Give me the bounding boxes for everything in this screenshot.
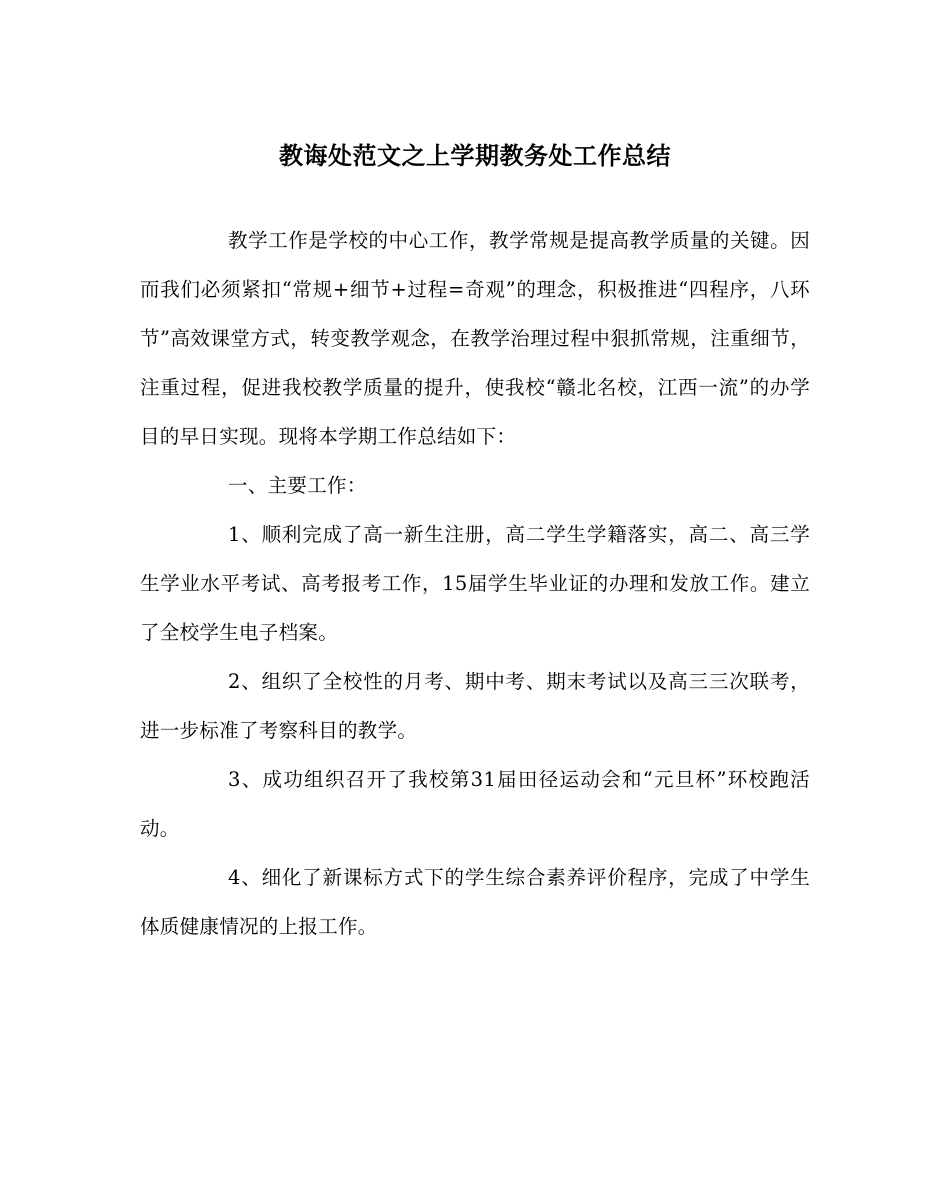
work-item-2: 2、组织了全校性的月考、期中考、期末考试以及高三三次联考，进一步标准了考察科目的教学。 [140, 670, 810, 742]
document-title: 教诲处范文之上学期教务处工作总结 [279, 142, 671, 170]
intro-paragraph: 教学工作是学校的中心工作，教学常规是提高教学质量的关键。因而我们必须紧扣“常规+细节+过程=奇观”的理念，积极推进“四程序，八环节”高效课堂方式，转变教学观念，在教学治理过程中狠抓常规，注重细节，注重过程，促进我校教学质量的提升，使我校“赣北名校，江西一流”的办学目的早日实现。现将本学期工作总结如下： [140, 229, 810, 448]
work-item-1: 1、顺利完成了高一新生注册，高二学生学籍落实，高二、高三学生学业水平考试、高考报考工作，15届学生毕业证的办理和发放工作。建立了全校学生电子档案。 [140, 523, 810, 644]
work-item-4: 4、细化了新课标方式下的学生综合素养评价程序，完成了中学生体质健康情况的上报工作。 [140, 866, 810, 938]
document-body [140, 216, 810, 951]
section-heading: 一、主要工作： [228, 474, 367, 497]
work-item-3: 3、成功组织召开了我校第31届田径运动会和“元旦杯”环校跑活动。 [140, 768, 810, 840]
